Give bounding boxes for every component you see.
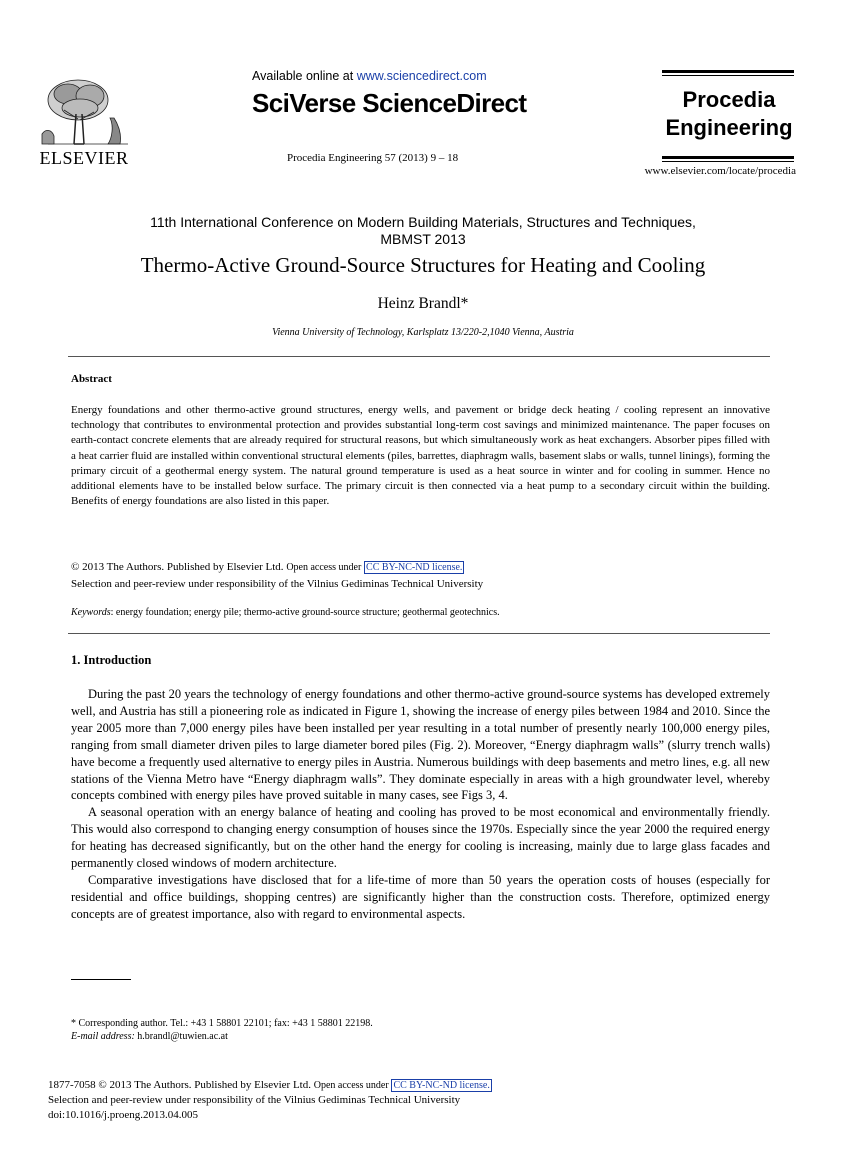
- sciverse-sciencedirect-logo: SciVerse ScienceDirect: [252, 88, 527, 118]
- conference-line2: MBMST 2013: [380, 231, 466, 247]
- copyright-notice: [71, 559, 483, 592]
- section-divider-bottom: [68, 633, 770, 634]
- keywords-list: : energy foundation; energy pile; thermo-active ground-source structure; geothermal geotechnics.: [110, 607, 500, 618]
- journal-name-line1: Procedia: [682, 87, 776, 112]
- footnote-rule: [71, 979, 131, 980]
- intro-paragraph-2: A seasonal operation with an energy balance of heating and cooling has proved to be most economical and environmentally friendly. This would also correspond to changing energy consumption of houses since the 1970s. Especially since the year 2000 the required energy for heating has decreased significantly, but on the other hand the energy for cooling is increasing, mainly due to large glass facades and permanently closed windows of modern architecture.: [71, 805, 770, 871]
- issn-text: 1877-7058 © 2013 The Authors. Published by Elsevier Ltd.: [48, 1079, 311, 1091]
- journal-name-line2: Engineering: [665, 115, 793, 140]
- corresponding-author-note: * Corresponding author. Tel.: +43 1 58801 22101; fax: +43 1 58801 22198.: [71, 1018, 373, 1029]
- keywords: [71, 607, 500, 618]
- bottom-license-link[interactable]: CC BY-NC-ND license.: [393, 1080, 490, 1091]
- journal-rule-top: [662, 70, 794, 73]
- journal-rule-bottom-thin: [662, 161, 794, 162]
- journal-citation: Procedia Engineering 57 (2013) 9 – 18: [287, 152, 459, 164]
- sciencedirect-link[interactable]: www.sciencedirect.com: [356, 69, 487, 83]
- issn-line: [48, 1078, 492, 1093]
- abstract-body: Energy foundations and other thermo-active ground structures, energy wells, and pavement or bridge deck heating / cooling represent an innovative technology that contributes to environmental protection and provides substantial long-term cost savings and minimized maintenance. The paper focuses on earth-contact concrete elements that are already required for structural reasons, but which simultaneously work as heat exchangers. Absorber pipes filled with a heat carrier fluid are installed within conventional structural elements (piles, barrettes, diaphragm walls, basement slabs or walls, tunnel linings), forming the primary circuit of a geothermal energy system. The natural ground temperature is used as a heat source in winter and for cooling in summer. Hence no additional elements have to be installed below surface. The primary circuit is then connected via a heat pump to a secondary circuit within the building. Benefits of energy foundations are also listed in this paper.: [71, 404, 770, 508]
- email-address[interactable]: h.brandl@tuwien.ac.at: [134, 1031, 228, 1042]
- conference-name: [40, 214, 806, 248]
- copyright-text: © 2013 The Authors. Published by Elsevier Ltd.: [71, 561, 284, 573]
- journal-rule-top-thin: [662, 75, 794, 76]
- keywords-label: Keywords: [71, 607, 111, 618]
- open-access-label: Open access under: [286, 562, 362, 573]
- intro-paragraph-1: During the past 20 years the technology of energy foundations and other thermo-active ground-source systems has developed extremely well, and Austria has still a pioneering role as indicated in Figure 1, showing the increase of energy piles between 1984 and 2010. Since the year 2005 more than 7,000 energy piles have been installed per year resulting in a total number of presently nearly 100,000 energy piles, ranging from small diameter driven piles to large diameter bored piles (Fig. 2). Moreover, “Energy diaphragm walls” (slurry trench walls) have become a frequently used alternative to energy piles in Austria. Numerous buildings with deep basements and metro lines, e.g. all new stations of the Vienna Metro have “Energy diaphragm walls”. They dominate especially in areas with a high groundwater level, whereby concepts combined with energy piles have proved suitable in many cases, see Figs 3, 4.: [71, 687, 770, 803]
- intro-paragraph-3: Comparative investigations have disclosed that for a life-time of more than 50 years the operation costs of houses (especially for residential and office buildings, shopping centres) are significantly higher than the construction costs. Therefore, optimized energy concepts are of greatest importance, also with regard to environmental aspects.: [71, 872, 770, 921]
- introduction-heading: 1. Introduction: [71, 653, 152, 667]
- elsevier-wordmark: ELSEVIER: [39, 148, 129, 168]
- bottom-open-access-label: Open access under: [313, 1080, 389, 1091]
- peer-review-statement: Selection and peer-review under responsibility of the Vilnius Gediminas Technical University: [71, 578, 484, 590]
- available-online-line: [252, 69, 487, 83]
- introduction-body: [71, 686, 770, 923]
- journal-rule-bottom: [662, 156, 794, 159]
- bottom-peer-review: Selection and peer-review under responsibility of the Vilnius Gediminas Technical University: [48, 1094, 461, 1106]
- journal-name-logo: [662, 86, 796, 142]
- email-label: E-mail address:: [71, 1031, 135, 1042]
- bottom-publication-info: [48, 1078, 492, 1123]
- footnote: [71, 1017, 373, 1043]
- available-online-prefix: Available online at: [252, 69, 357, 83]
- conference-line1: 11th International Conference on Modern Building Materials, Structures and Techniques,: [150, 214, 696, 230]
- copyright-line1: [71, 559, 483, 576]
- abstract-heading: Abstract: [71, 373, 112, 385]
- doi[interactable]: doi:10.1016/j.proeng.2013.04.005: [48, 1109, 199, 1121]
- author-affiliation: Vienna University of Technology, Karlsplatz 13/220-2,1040 Vienna, Austria: [272, 327, 574, 338]
- author-name: Heinz Brandl*: [377, 295, 469, 312]
- paper-title: Thermo-Active Ground-Source Structures for Heating and Cooling: [140, 253, 706, 277]
- journal-url-link[interactable]: www.elsevier.com/locate/procedia: [644, 165, 796, 177]
- section-divider-top: [68, 356, 770, 357]
- license-link[interactable]: CC BY-NC-ND license.: [366, 562, 463, 573]
- email-line: [71, 1030, 373, 1043]
